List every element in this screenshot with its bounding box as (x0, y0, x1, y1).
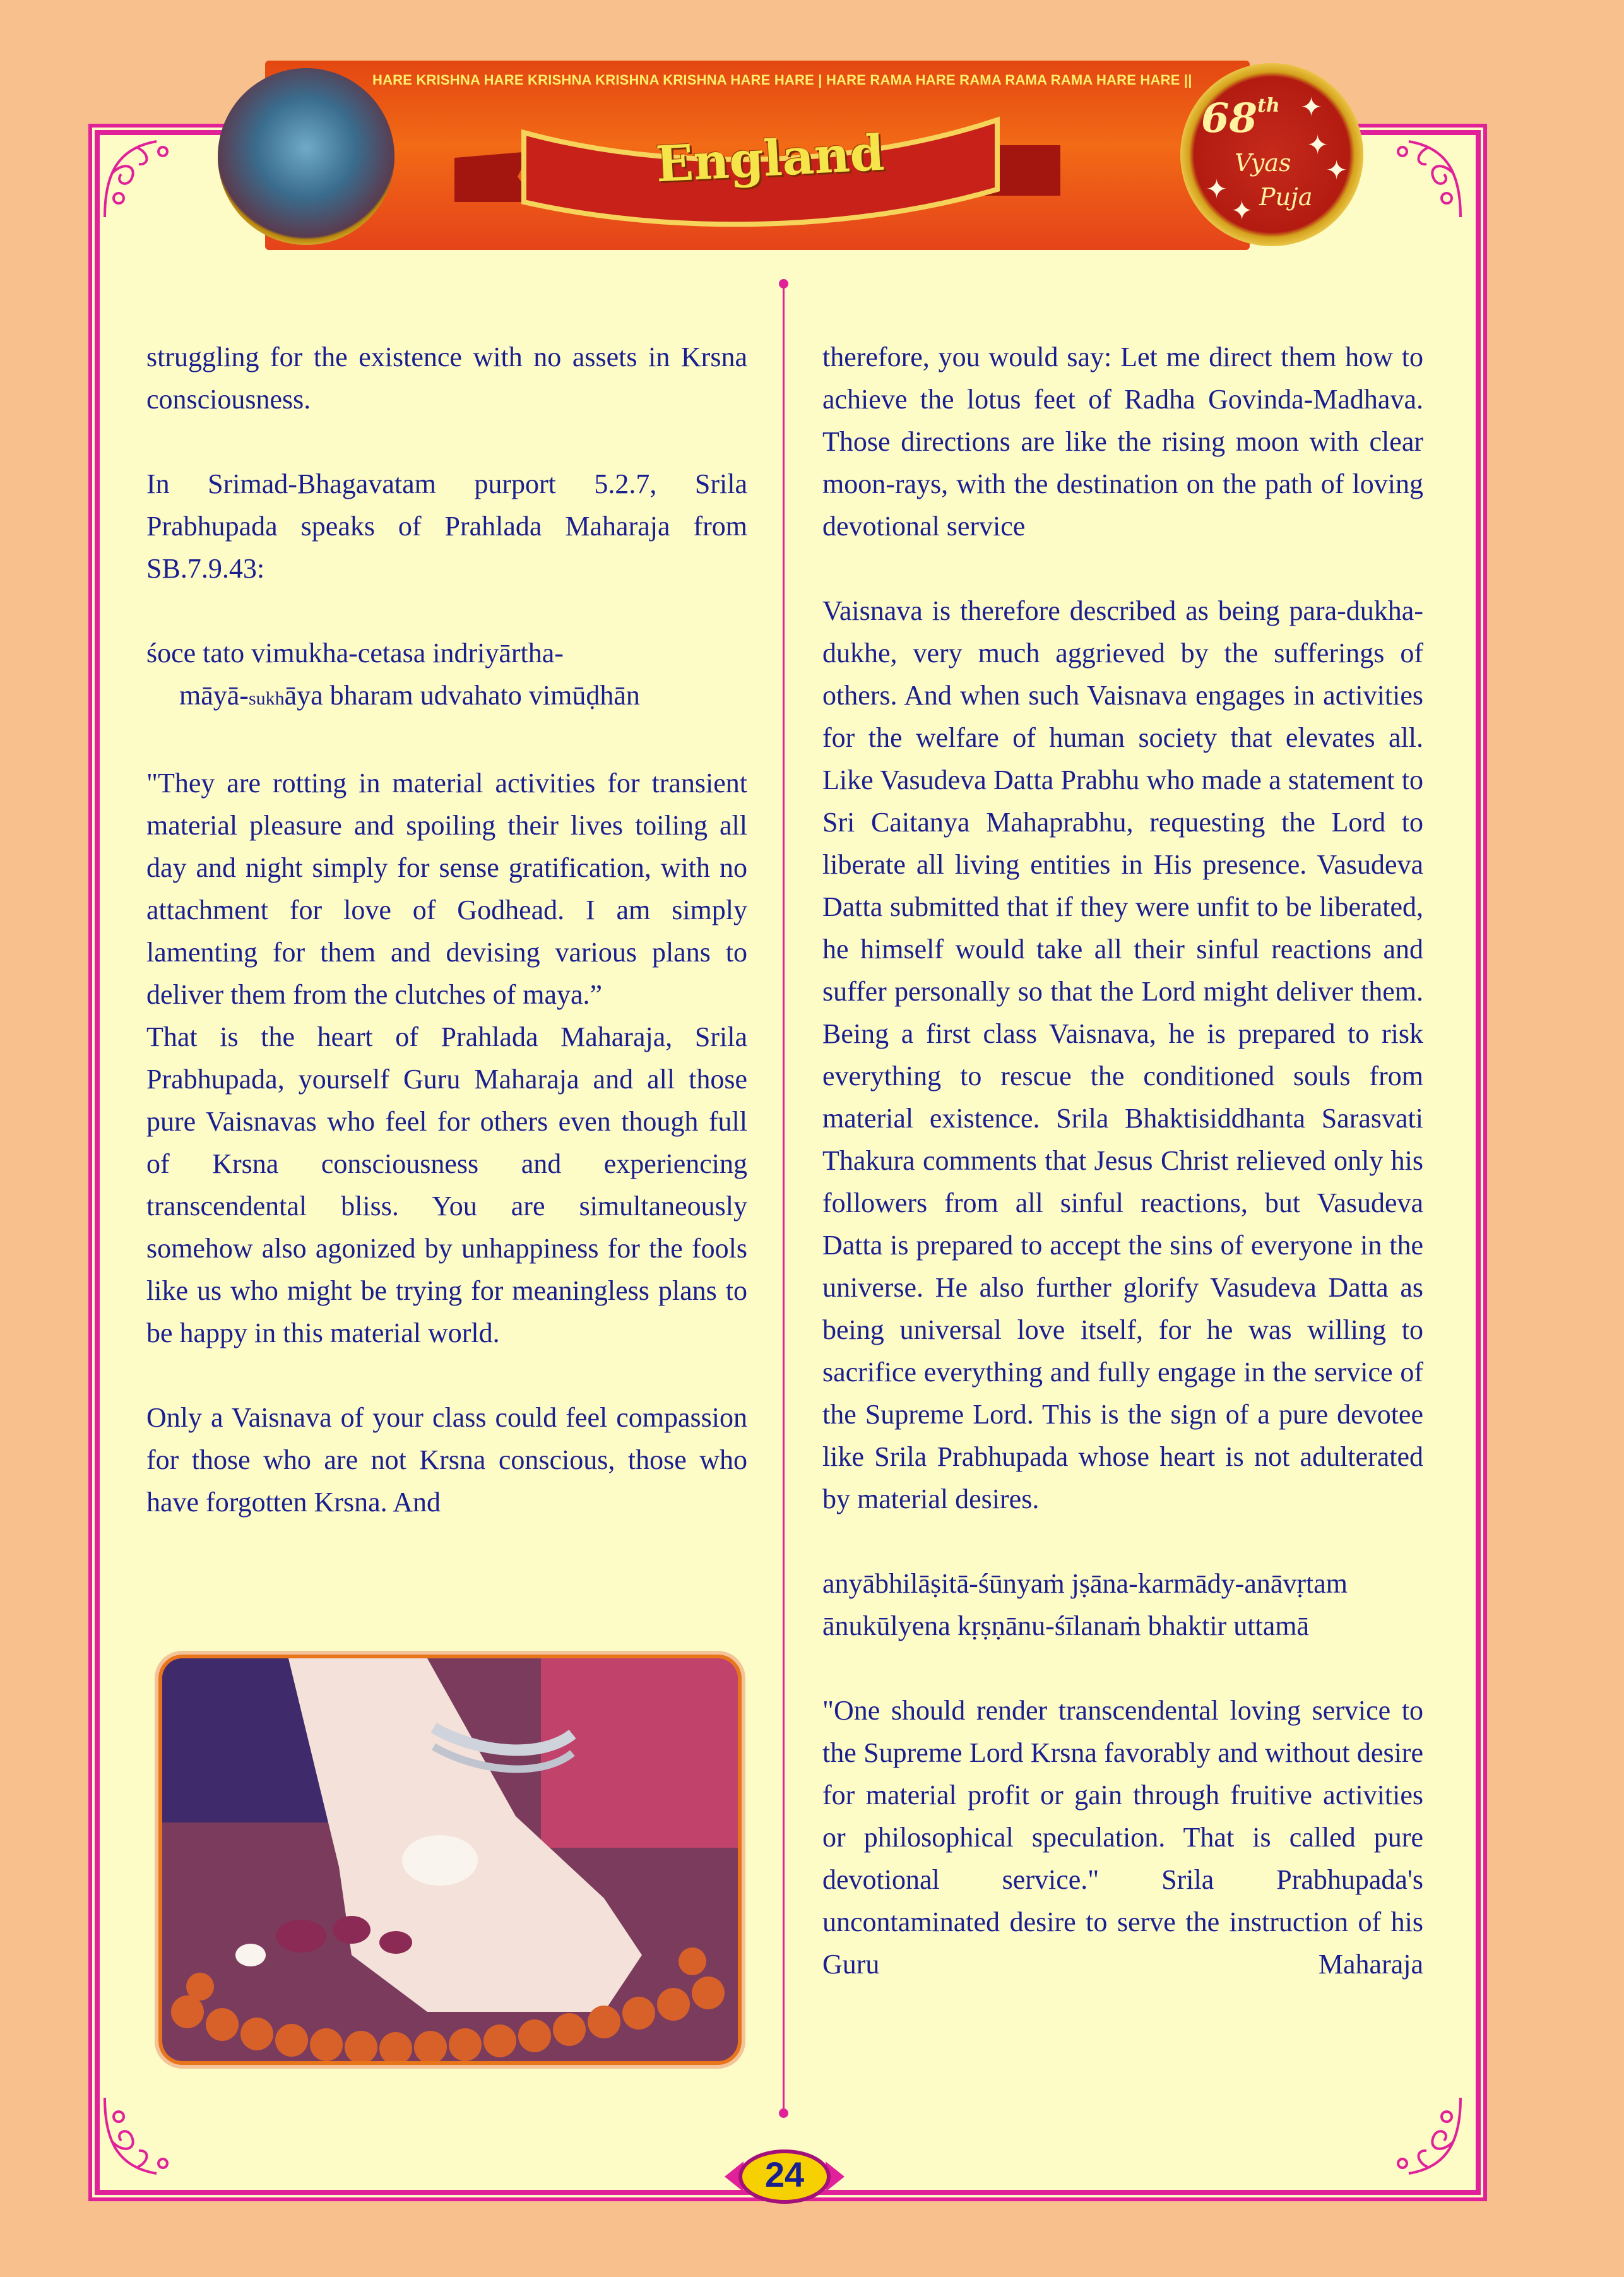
paragraph: struggling for the existence with no assets in Krsna consciousness. (146, 342, 747, 415)
star-icon: ✦ (1307, 131, 1329, 160)
star-icon: ✦ (1325, 157, 1348, 186)
corner-ornament (1377, 135, 1466, 223)
right-column (822, 336, 1423, 1985)
star-icon: ✦ (1206, 175, 1228, 205)
medallion-line2: Puja (1259, 183, 1313, 211)
page-title: England (654, 124, 886, 194)
quote-paragraph: "They are rotting in material activities for transient material pleasure and spoiling their lives toiling all day and night simply for sense gratification, with no attachment for love of Godhead. I am simply lamenting for them and devising various plans to deliver them from the clutches of maya.” (146, 768, 747, 1010)
corner-ornament (1377, 2091, 1466, 2180)
paragraph: In Srimad-Bhagavatam purport 5.2.7, Srila Prabhupada speaks of Prahlada Maharaja from SB.7.9.43: (146, 468, 747, 584)
page-number: 24 (764, 2155, 805, 2194)
medallion-line1: Vyas (1235, 149, 1291, 177)
divider-dot (779, 279, 788, 288)
quote-paragraph: "One should render transcendental loving service to the Supreme Lord Krsna favorably and without desire for material profit or gain through fruitive activities or philosophical speculation. That is called pure devotional service." Srila Prabhupada's uncontaminated desire to serve the instruction of his Guru Maharaja (822, 1695, 1423, 1980)
verse-line: māyā-sukhāya bharam udvahato vimūḍhān (179, 680, 640, 711)
medallion-number: 68th (1201, 95, 1280, 142)
paragraph: That is the heart of Prahlada Maharaja, Srila Prabhupada, yourself Guru Maharaja and all those pure Vaisnavas who feel for others even though full of Krsna consciousness and experiencing transcendental bliss. You are simultaneously somehow also agonized by unhappiness for the fools like us who might be trying for meaningless plans to be happy in this material world. (146, 1021, 747, 1348)
paragraph: Vaisnava is therefore described as being para-dukha-dukhe, very much aggrieved by the sufferings of others. And when such Vaisnava engages in activities for the welfare of human society that elevates all. Like Vasudeva Datta Prabhu who made a statement to Sri Caitanya Mahaprabhu, requesting the Lord to liberate all living entities in His presence. Vasudeva Datta submitted that if they were unfit to be liberated, he himself would take all their sinful reactions and suffer personally so that the Lord might deliver them. Being a first class Vaisnava, he is prepared to risk everything to rescue the conditioned souls from material existence. Srila Bhaktisiddhanta Sarasvati Thakura comments that Jesus Christ relieved only his followers from all sinful reactions, but Vasudeva Datta is prepared to accept the sins of everyone in the universe. He also further glorify Vasudeva Datta as being universal love itself, for he was willing to sacrifice everything and fully engage in the service of the Supreme Lord. This is the sign of a pure devotee like Srila Prabhupada whose heart is not adulterated by material desires. (822, 595, 1423, 1514)
verse-line: śoce tato vimukha-cetasa indriyārtha- (146, 638, 564, 669)
lotus-feet-photo (158, 1655, 742, 2065)
corner-ornament (100, 2091, 188, 2180)
column-divider (783, 283, 785, 2114)
star-icon: ✦ (1231, 197, 1254, 226)
verse-line: anyābhilāṣitā-śūnyaṁ jṣāna-karmādy-anāvṛtam (822, 1568, 1348, 1599)
header-mantra: HARE KRISHNA HARE KRISHNA KRISHNA KRISHNA HARE HARE | HARE RAMA HARE RAMA RAMA RAMA HARE HARE || (372, 72, 1192, 88)
deity-medallion (218, 68, 394, 245)
left-column (146, 336, 747, 1523)
divider-dot (779, 2108, 788, 2118)
verse-line: ānukūlyena kṛṣṇānu-śīlanaṁ bhaktir uttamā (822, 1610, 1309, 1641)
paragraph: therefore, you would say: Let me direct them how to achieve the lotus feet of Radha Govinda-Madhava. Those directions are like the rising moon with clear moon-rays, with the destination on the path of loving devotional service (822, 342, 1423, 542)
corner-ornament (100, 135, 188, 223)
star-icon: ✦ (1300, 93, 1323, 122)
paragraph: Only a Vaisnava of your class could feel compassion for those who are not Krsna conscious, those who have forgotten Krsna. And (146, 1402, 747, 1518)
